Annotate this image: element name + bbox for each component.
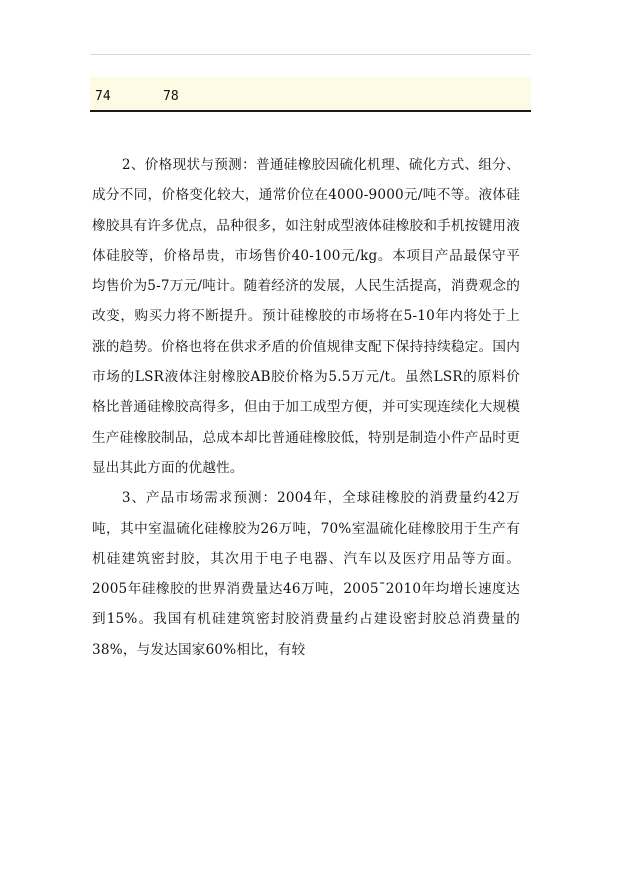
header-band — [90, 77, 531, 112]
header-top-rule — [90, 54, 531, 55]
paragraph-market-demand: 3、产品市场需求预测：2004年，全球硅橡胶的消费量约42万吨，其中室温硫化硅橡胶为26万吨，70%室温硫化硅橡胶用于生产有机硅建筑密封胶，其次用于电子电器、汽车以及医疗用品等方面。2005年硅橡胶的世界消费量达46万吨，2005¯2010年均增长速度达到15%。我国有机硅建筑密封胶消费量约占建设密封胶总消费量的38%，与发达国家60%相比，有较 — [92, 490, 520, 658]
paragraph-price-forecast: 2、价格现状与预测：普通硅橡胶因硫化机理、硫化方式、组分、成分不同，价格变化较大，通常价位在4000-9000元/吨不等。液体硅橡胶具有许多优点，品种很多，如注射成型液体硅橡胶和手机按键用液体硅胶等，价格昂贵，市场售价40-100元/kg。本项目产品最保守平均售价为5-7万元/吨计。随着经济的发展，人民生活提高，消费观念的改变，购买力将不断提升。预计硅橡胶的市场将在5-10年内将处于上涨的趋势。价格也将在供求矛盾的价值规律支配下保持持续稳定。国内市场的LSR液体注射橡胶AB胶价格为5.5万元/t。虽然LSR的原料价格比普通硅橡胶高得多，但由于加工成型方便，并可实现连续化大规模生产硅橡胶制品，总成本却比普通硅橡胶低，特别是制造小件产品时更显出其此方面的优越性。 — [92, 157, 520, 476]
header-value-left: 74 — [95, 89, 111, 104]
header-value-right: 78 — [163, 89, 179, 104]
document-body — [92, 150, 520, 665]
